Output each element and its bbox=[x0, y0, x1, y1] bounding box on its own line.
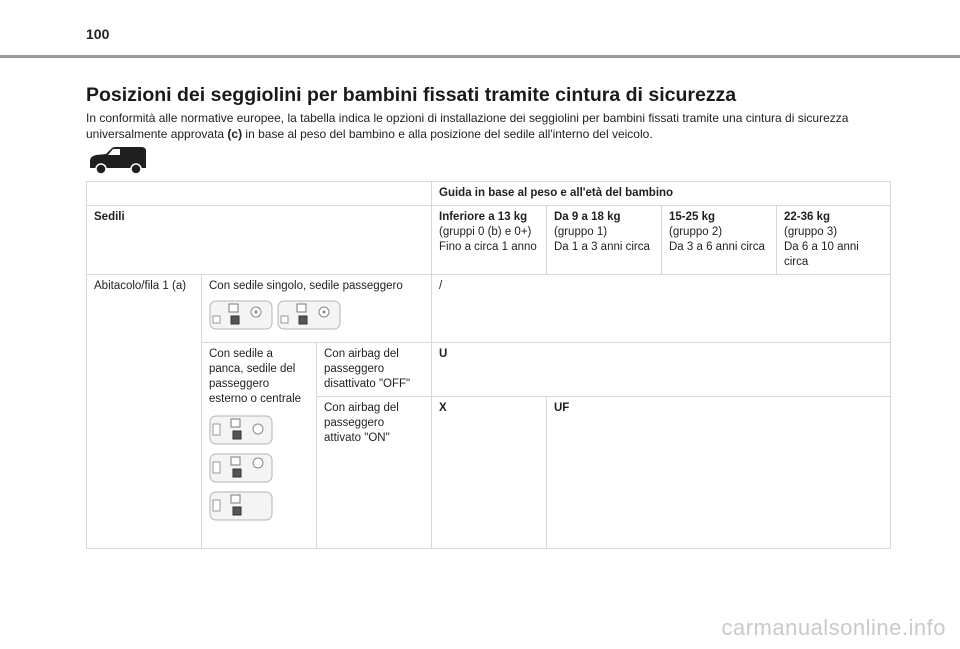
weight-group: (gruppo 3) bbox=[784, 226, 838, 238]
airbag-on-label: Con airbag del passeggero attivato "ON" bbox=[317, 397, 432, 549]
weight-column-2 bbox=[547, 206, 662, 275]
weight-age: Da 3 a 6 anni circa bbox=[669, 241, 765, 253]
row-label-cabin: Abitacolo/fila 1 (a) bbox=[87, 275, 202, 549]
airbag-on-value-rest: UF bbox=[547, 397, 891, 549]
airbag-off-label: Con airbag del passeggero disattivato "OFF" bbox=[317, 343, 432, 397]
header-divider bbox=[0, 55, 960, 58]
empty-header-cell bbox=[87, 182, 432, 206]
weight-age: Fino a circa 1 anno bbox=[439, 241, 537, 253]
child-seat-table bbox=[86, 181, 891, 549]
page-title: Posizioni dei seggiolini per bambini fissati tramite cintura di sicurezza bbox=[86, 84, 737, 106]
weight-column-4 bbox=[777, 206, 891, 275]
single-seat-cell bbox=[202, 275, 432, 343]
weight-range: Da 9 a 18 kg bbox=[554, 211, 621, 223]
weight-range: 15-25 kg bbox=[669, 211, 716, 223]
intro-text-start: In conformità alle normative europee, la tabella indica le opzioni di installazione dei seggiolini per bambini fissati tramite una cintura di sicurezza universalmente approvata bbox=[86, 111, 849, 141]
bench-seat-label: Con sedile a panca, sedile del passeggero esterno o centrale bbox=[209, 348, 302, 405]
car-seat-layout-icon bbox=[209, 491, 273, 521]
car-seat-layout-icon bbox=[209, 453, 273, 483]
weight-age: Da 1 a 3 anni circa bbox=[554, 241, 650, 253]
car-seat-layout-icon bbox=[209, 300, 273, 330]
weight-range: 22-36 kg bbox=[784, 211, 831, 223]
weight-group: (gruppo 2) bbox=[669, 226, 723, 238]
group-header: Guida in base al peso e all'età del bambino bbox=[432, 182, 891, 206]
car-seat-layout-icon bbox=[277, 300, 341, 330]
single-seat-value: / bbox=[432, 275, 891, 343]
seats-header: Sedili bbox=[87, 206, 432, 275]
airbag-off-value: U bbox=[432, 343, 891, 397]
single-seat-label: Con sedile singolo, sedile passeggero bbox=[209, 280, 403, 292]
weight-column-1 bbox=[432, 206, 547, 275]
intro-text-end: in base al peso del bambino e alla posizione del sedile all'interno del veicolo. bbox=[242, 127, 653, 141]
page-number: 100 bbox=[86, 26, 110, 42]
bench-seat-cell bbox=[202, 343, 317, 549]
weight-age: Da 6 a 10 anni circa bbox=[784, 241, 859, 268]
van-side-icon bbox=[86, 146, 148, 176]
car-seat-layout-icon bbox=[209, 415, 273, 445]
weight-group: (gruppo 1) bbox=[554, 226, 608, 238]
watermark: carmanualsonline.info bbox=[721, 615, 946, 640]
weight-range: Inferiore a 13 kg bbox=[439, 211, 528, 223]
weight-column-3 bbox=[662, 206, 777, 275]
intro-paragraph bbox=[86, 110, 886, 142]
weight-group: (gruppi 0 (b) e 0+) bbox=[439, 226, 532, 238]
intro-reference: (c) bbox=[227, 127, 243, 141]
airbag-on-value-first: X bbox=[432, 397, 547, 549]
